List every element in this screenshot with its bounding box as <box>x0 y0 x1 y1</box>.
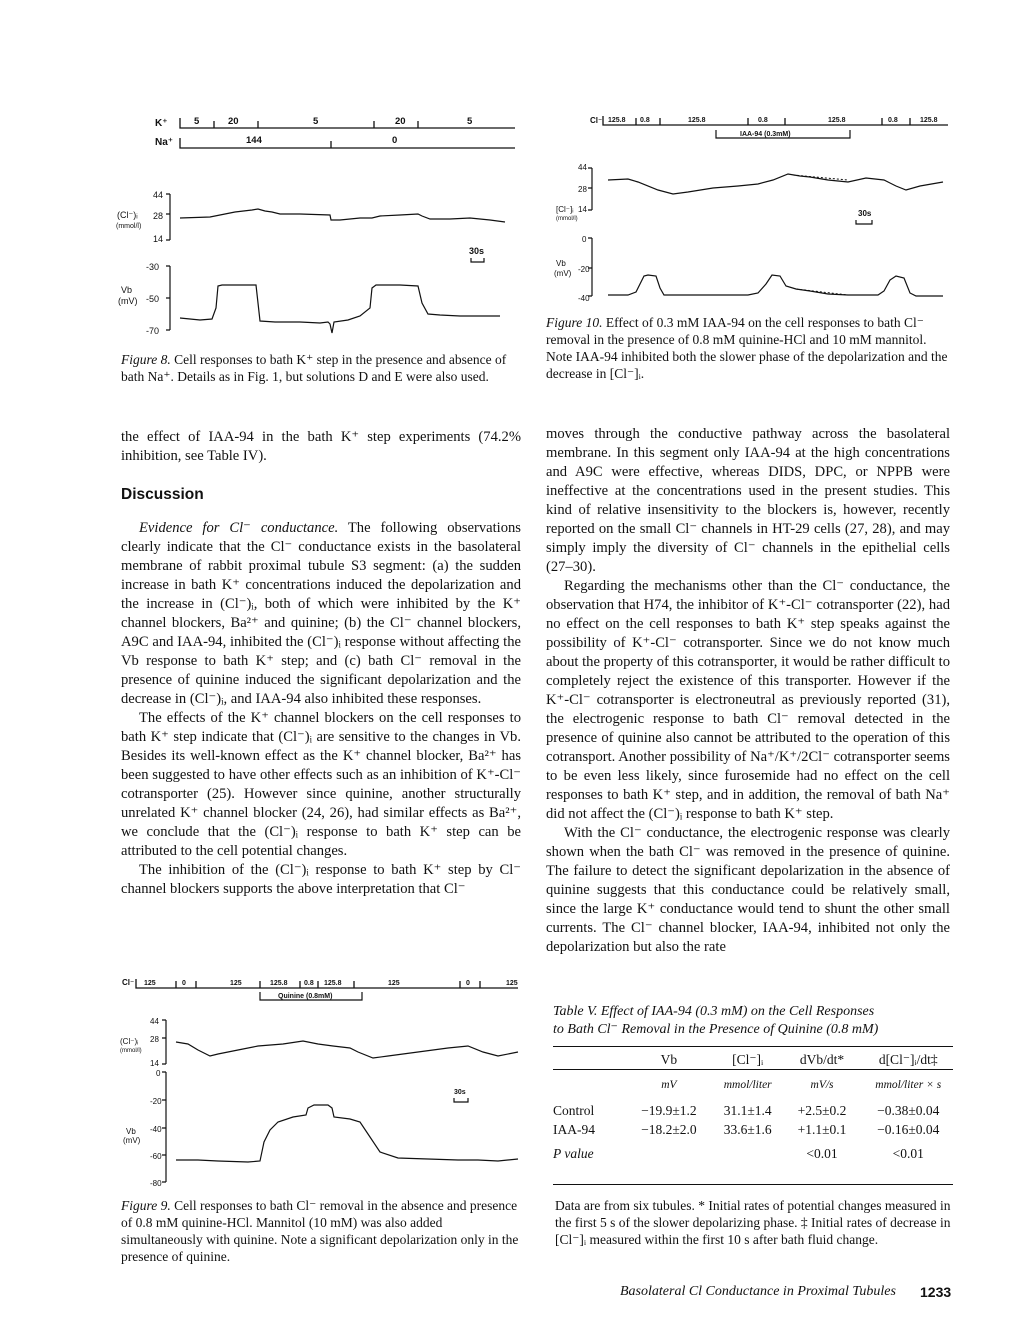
fig10-cl-bath-label: Cl⁻ <box>590 116 603 125</box>
table-5-title <box>553 1003 953 1039</box>
table-row <box>549 1101 957 1120</box>
table-5-footnote: Data are from six tubules. * Initial rates of potential changes measured in the first 5 s of the slower depolarizing phase. ‡ Initial rates of decrease in [Cl⁻]ᵢ measured within the first 10 s after bath fluid change. <box>555 1198 951 1247</box>
figure-9 <box>118 972 530 1194</box>
fig10-cl-tick: 44 <box>578 163 587 172</box>
table-unit-cell: mV <box>661 1079 677 1091</box>
left-column-body <box>121 519 521 899</box>
fig10-drug-label: IAA-94 (0.3mM) <box>740 131 791 138</box>
fig9-vb-tick: 0 <box>156 1069 161 1078</box>
fig8-k-value: 20 <box>395 116 406 127</box>
table-row <box>549 1120 957 1139</box>
figure-10 <box>548 108 960 308</box>
fig10-vb-unit: (mV) <box>554 269 572 278</box>
table-title-line: Table V. Effect of IAA-94 (0.3 mM) on the Cell Responses <box>553 1004 875 1019</box>
fig9-cl-tick: 14 <box>150 1059 159 1068</box>
fig8-scale-label: 30s <box>469 246 485 256</box>
fig8-vb-label: Vb <box>121 285 133 295</box>
fig9-cl-value: 125 <box>230 980 242 987</box>
fig8-na-label: Na⁺ <box>155 137 174 148</box>
fig9-vb-trace <box>176 1105 518 1162</box>
paragraph: With the Cl⁻ conductance, the electrogenic response was clearly shown when the bath Cl⁻ was removed in the presence of quinine. The failure to detect the significant depolarization in the absence of quinine suggests that this conductance could be relatively small, since the large K⁺ conductance would tend to shunt the other small currents. The Cl⁻ channel blocker, IAA-94, inhibited not only the depolarization but also the rate <box>546 825 950 955</box>
table-cell: <0.01 <box>806 1146 838 1161</box>
fig10-vb-label: Vb <box>556 259 566 268</box>
fig8-cl-tick: 28 <box>153 211 164 221</box>
table-header-row <box>549 1050 957 1069</box>
fig9-cl-value: 125 <box>506 980 518 987</box>
fig9-cl-value: 125 <box>144 980 156 987</box>
runin-heading: Evidence for Cl⁻ conductance. <box>139 520 339 536</box>
fig8-vb-trace <box>180 285 500 333</box>
left-column <box>121 428 521 466</box>
fig9-vb-tick: -80 <box>150 1179 162 1188</box>
fig8-cl-trace <box>180 209 505 222</box>
figure-8 <box>100 108 530 348</box>
table-header-cell: d[Cl⁻]ᵢ/dt‡ <box>878 1051 938 1067</box>
fig9-vb-tick: -40 <box>150 1125 162 1134</box>
fig8-cl-label: (Cl⁻)ᵢ <box>117 210 138 220</box>
fig8-cl-unit: (mmol/l) <box>116 223 142 230</box>
fig9-cl-unit: (mmol/l) <box>120 1048 142 1054</box>
table-cell: 33.6±1.6 <box>723 1121 772 1137</box>
fig9-cl-bath-label: Cl⁻ <box>122 978 135 987</box>
fig9-vb-label: Vb <box>126 1127 136 1136</box>
fig10-cl-unit: (mmol/l) <box>556 216 578 222</box>
fig9-drug-label: Quinine (0.8mM) <box>278 993 333 1000</box>
fig8-na-value: 144 <box>246 135 262 146</box>
table-unit-cell <box>549 1069 627 1101</box>
fig8-cl-tick: 44 <box>153 190 164 200</box>
table-unit-cell: mmol/liter <box>723 1079 772 1091</box>
fig10-cl-value: 0.8 <box>640 117 650 124</box>
table-pvalue-row <box>549 1139 957 1169</box>
fig8-k-value: 20 <box>228 116 239 127</box>
table-cell: Control <box>553 1102 595 1118</box>
table-cell: +2.5±0.2 <box>797 1102 847 1118</box>
caption-text: Cell responses to bath K⁺ step in the presence and absence of bath Na⁺. Details as in Fig. 1, but solutions D and E were also used. <box>121 352 507 384</box>
fig8-cl-tick: 14 <box>153 234 164 244</box>
table-rule-bottom <box>553 1184 953 1185</box>
fig8-k-label: K⁺ <box>155 118 168 129</box>
fig10-cl-value: 125.8 <box>828 117 846 124</box>
figure-10-caption <box>546 314 948 382</box>
fig10-scale-label: 30s <box>858 209 872 218</box>
table-rule-top <box>553 1046 953 1047</box>
fig10-vb-tick: 0 <box>582 235 587 244</box>
table-cell: +1.1±0.1 <box>797 1121 847 1137</box>
table-header-cell: [Cl⁻]ᵢ <box>732 1051 764 1067</box>
fig10-cl-value: 125.8 <box>920 117 938 124</box>
fig8-vb-unit: (mV) <box>118 296 138 306</box>
fig9-vb-unit: (mV) <box>123 1136 141 1145</box>
table-units-row <box>549 1069 957 1101</box>
fig10-cl-label: [Cl⁻]ᵢ <box>556 205 574 214</box>
table-header-cell: Vb <box>660 1051 678 1067</box>
fig10-vb-trace <box>608 275 943 296</box>
fig9-cl-trace <box>176 1041 518 1058</box>
fig8-vb-tick: -70 <box>146 326 160 336</box>
fig9-cl-value: 0 <box>466 980 470 987</box>
fig9-cl-value: 125.8 <box>324 980 342 987</box>
fig10-cl-tick: 14 <box>578 205 587 214</box>
caption-label: Figure 8. <box>121 352 171 367</box>
fig10-cl-trace <box>608 174 943 194</box>
paragraph: The following observations clearly indicate that the Cl⁻ conductance exists in the basolateral membrane of rabbit proximal tubule S3 segment: (a) the sudden increase in bath K⁺ concentrations induced the depolarization and the increase in (Cl⁻)ᵢ, both of which were inhibited by the K⁺ channel blockers, Ba²⁺ and quinine; (b) the Cl⁻ channel blockers, A9C and IAA-94, inhibited the (Cl⁻)ᵢ response without affecting the Vb response to bath K⁺ step; and (c) bath Cl⁻ removal in the presence of quinine induced the significant depolarization and the decrease in (Cl⁻)ᵢ, and IAA-94 also inhibited these responses. <box>121 520 521 707</box>
fig10-cl-tick: 28 <box>578 185 587 194</box>
right-column <box>546 425 950 957</box>
table-cell: 31.1±1.4 <box>723 1102 772 1118</box>
paragraph: The effects of the K⁺ channel blockers on the cell responses to bath K⁺ step indicate that (Cl⁻)ᵢ are sensitive to the changes in Vb. Besides its well-known effect as the K⁺ channel blocker, Ba²⁺ has been suggested to have other effects such as an inhibition of K⁺-Cl⁻ cotransporter (25). However since quinine, another structurally unrelated K⁺ channel blocker (24, 26), had similar effects as Ba²⁺, we conclude that the (Cl⁻)ᵢ response to bath K⁺ step can be attributed to the cell potential changes. <box>121 710 521 859</box>
table-unit-cell: mV/s <box>810 1079 834 1091</box>
paragraph: the effect of IAA-94 in the bath K⁺ step experiments (74.2% inhibition, see Table IV). <box>121 429 521 464</box>
table-header-cell <box>549 1050 627 1069</box>
fig8-k-value: 5 <box>467 116 473 127</box>
caption-label: Figure 9. <box>121 1198 171 1213</box>
fig9-cl-value: 0.8 <box>304 980 314 987</box>
table-cell: P value <box>553 1146 594 1161</box>
fig10-cl-value: 125.8 <box>608 117 626 124</box>
table-cell: −0.16±0.04 <box>877 1121 940 1137</box>
table-title-line: to Bath Cl⁻ Removal in the Presence of Quinine (0.8 mM) <box>553 1022 879 1037</box>
table-cell <box>711 1139 785 1169</box>
caption-text: Cell responses to bath Cl⁻ removal in the absence and presence of 0.8 mM quinine-HCl. Mannitol (10 mM) was also added simultaneously with quinine. Note a significant depolarization only in the presence of quinine. <box>121 1198 519 1264</box>
table-cell: −18.2±2.0 <box>641 1121 697 1137</box>
fig9-cl-value: 0 <box>182 980 186 987</box>
fig8-k-value: 5 <box>313 116 319 127</box>
fig10-cl-value: 0.8 <box>758 117 768 124</box>
section-heading: Discussion <box>121 486 204 503</box>
paragraph: moves through the conductive pathway across the basolateral membrane. In this segment only IAA-94 at the high concentrations and A9C were effective, whereas DIDS, DPC, or NPPB were ineffective at the concentrations used in the present studies. This kind of relative insensitivity to the blockers is, however, recently reported on the small Cl⁻ channels in HT-29 cells (27, 28), and may simply imply the diversity of Cl⁻ channels in the epithelial cells (27–30). <box>546 426 950 575</box>
table-cell: <0.01 <box>892 1146 924 1161</box>
fig9-vb-tick: -20 <box>150 1097 162 1106</box>
table-5 <box>549 1050 957 1169</box>
caption-text: Effect of 0.3 mM IAA-94 on the cell responses to bath Cl⁻ removal in the presence of 0.8 mM quinine-HCl and 10 mM mannitol. Note IAA-94 inhibited both the slower phase of the depolarization and the decrease in [Cl⁻]ᵢ. <box>546 315 948 381</box>
paragraph: The inhibition of the (Cl⁻)ᵢ response to bath K⁺ step by Cl⁻ channel blockers supports the above interpretation that Cl⁻ <box>121 862 521 897</box>
fig9-cl-value: 125.8 <box>270 980 288 987</box>
page-number: 1233 <box>920 1284 952 1300</box>
table-unit-cell: mmol/liter × s <box>875 1079 942 1091</box>
paragraph: Regarding the mechanisms other than the Cl⁻ conductance, the observation that H74, the inhibitor of K⁺-Cl⁻ cotransporter (22), had no effect on the cell responses to bath K⁺ step speaks against the possibility of K⁺-Cl⁻ cotransporter. Since we do not know much about the property of this cotransporter, it would be rather difficult to completely reject the existence of this transporter. However if the K⁺-Cl⁻ cotransporter is electroneutral as previously reported (31), the electrogenic response to bath Cl⁻ removal detected in the presence of quinine also cannot be attributed to the operation of this cotransport. Another possibility of Na⁺/K⁺/2Cl⁻ cotransporter seems to be even less likely, since furosemide had no effect on the cell responses to bath K⁺ step, and in addition, the removal of bath Na⁺ did not affect the (Cl⁻)ᵢ response to bath K⁺ step. <box>546 578 950 822</box>
table-cell: −19.9±1.2 <box>641 1102 697 1118</box>
figure-9-caption <box>121 1197 521 1265</box>
fig10-vb-tick: -20 <box>578 265 590 274</box>
table-cell <box>627 1139 711 1169</box>
fig10-cl-value: 0.8 <box>888 117 898 124</box>
fig9-vb-tick: -60 <box>150 1152 162 1161</box>
fig9-cl-value: 125 <box>388 980 400 987</box>
fig8-na-value: 0 <box>392 135 398 146</box>
fig8-k-value: 5 <box>194 116 200 127</box>
fig10-cl-value: 125.8 <box>688 117 706 124</box>
caption-label: Figure 10. <box>546 315 603 330</box>
figure-8-caption <box>121 351 521 385</box>
fig8-vb-tick: -30 <box>146 262 160 272</box>
fig10-vb-tick: -40 <box>578 294 590 303</box>
fig9-scale-label: 30s <box>454 1089 466 1096</box>
fig8-vb-tick: -50 <box>146 294 160 304</box>
fig9-cl-label: (Cl⁻)ᵢ <box>120 1037 139 1046</box>
running-title: Basolateral Cl Conductance in Proximal Tubules <box>620 1284 896 1299</box>
table-header-cell: dVb/dt* <box>799 1051 845 1067</box>
fig9-cl-tick: 28 <box>150 1035 159 1044</box>
table-rule-mid <box>553 1069 953 1070</box>
fig9-cl-tick: 44 <box>150 1017 159 1026</box>
table-cell: −0.38±0.04 <box>877 1102 940 1118</box>
table-cell: IAA-94 <box>553 1121 595 1137</box>
